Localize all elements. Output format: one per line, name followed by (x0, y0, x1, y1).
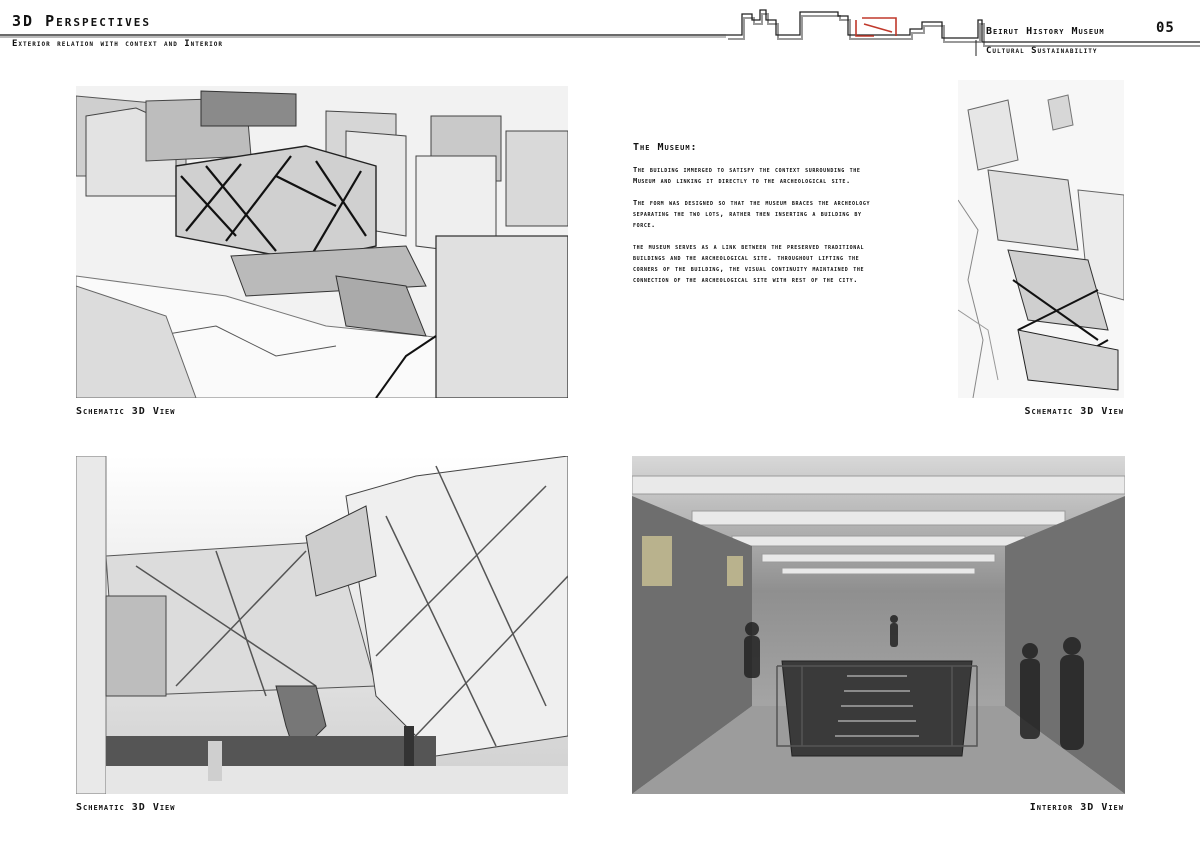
description-heading: The Museum: (633, 142, 698, 153)
caption-schematic-aerial: Schematic 3D View (76, 406, 176, 417)
description-paragraph: The building immerged to satisfy the context surrounding the Museum and linking it directly to the archeological site. (633, 166, 861, 185)
schematic-underside-view-image (76, 456, 568, 794)
description-paragraph: The form was designed so that the museum braces the archeology separating the two lots, rather then inserting a building by force. (633, 199, 871, 229)
page-subtitle: Exterior relation with context and Interior (12, 39, 223, 49)
interior-view-image (632, 456, 1125, 794)
page-number: 05 (1156, 20, 1175, 36)
schematic-aerial-view-image (76, 86, 568, 398)
accent-logo-mark (856, 18, 896, 36)
caption-interior: Interior 3D View (1029, 802, 1124, 813)
caption-schematic-underside: Schematic 3D View (76, 802, 176, 813)
description-paragraph: the museum serves as a link between the preserved traditional buildings and the archeological site. throughout lifting the corners of the building, the visual continuity maintained the connection of the archeological site with rest of the city. (633, 243, 865, 284)
theme-label: Cultural Sustainability (986, 46, 1098, 56)
museum-description (633, 142, 878, 297)
page-title: 3D Perspectives (12, 12, 151, 30)
caption-schematic-top: Schematic 3D View (1024, 406, 1124, 417)
schematic-top-view-image (958, 80, 1124, 398)
museum-name: Beirut History Museum (986, 26, 1105, 37)
